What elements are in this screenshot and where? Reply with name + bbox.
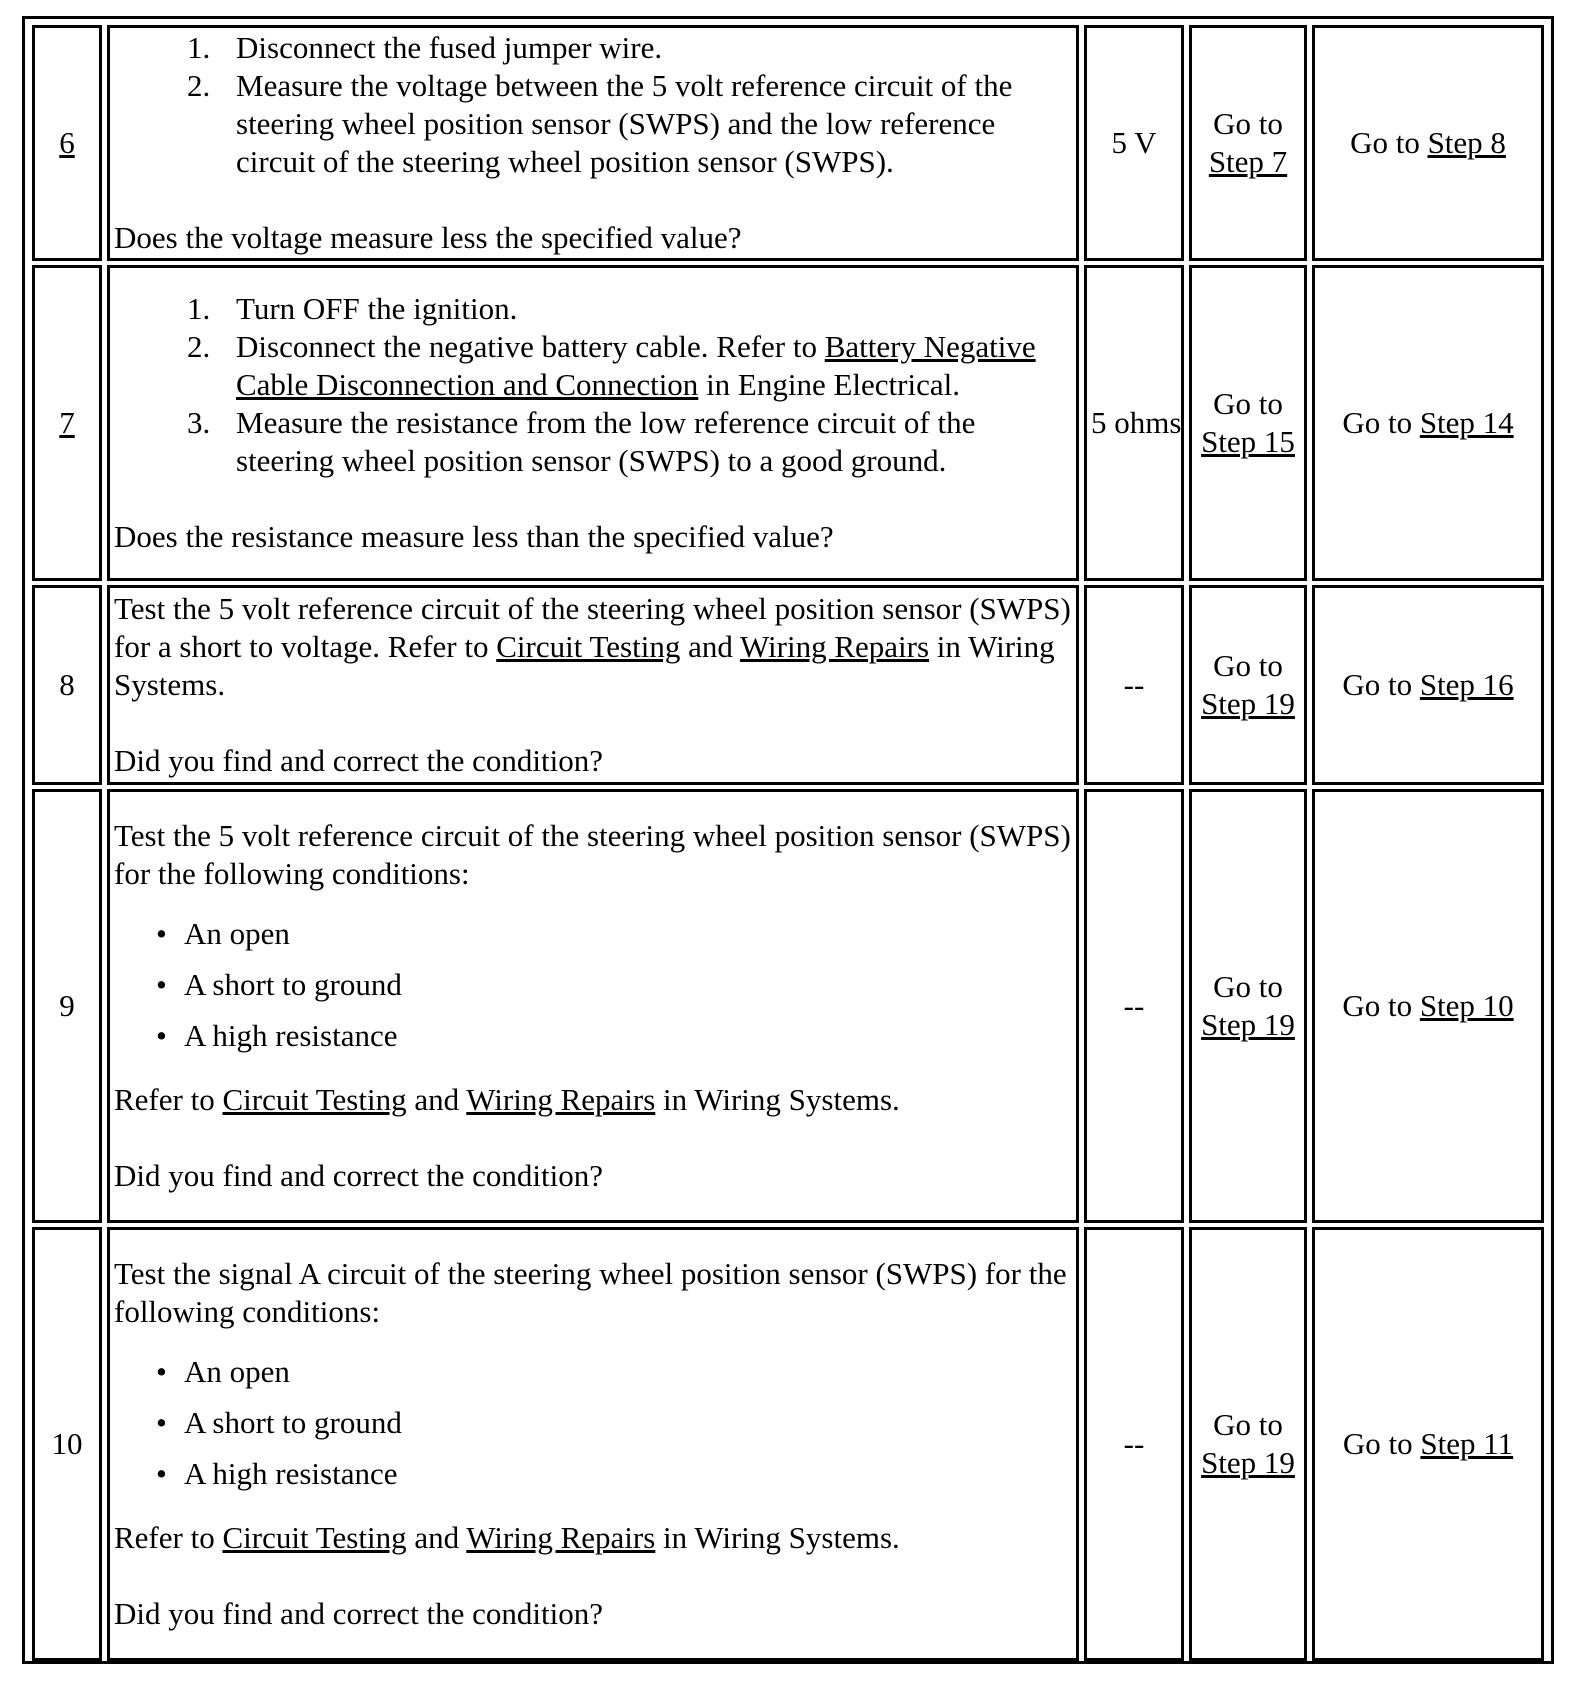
yes-cell: [1189, 265, 1307, 581]
yes-step-link[interactable]: Step 15: [1201, 424, 1295, 459]
refer-text: [114, 1081, 1072, 1119]
bullet-icon: •: [156, 1018, 167, 1053]
action-cell: [107, 265, 1079, 581]
step-row-6: [32, 25, 1544, 261]
action-item: 1. Disconnect the fused jumper wire.: [218, 29, 1072, 67]
no-prefix: Go to: [1350, 125, 1420, 160]
step-number-link[interactable]: 7: [59, 405, 75, 440]
action-item: 1. Turn OFF the ignition.: [218, 290, 1072, 328]
specified-value: --: [1123, 988, 1145, 1023]
no-step-link[interactable]: Step 11: [1420, 1426, 1514, 1461]
no-cell: [1312, 585, 1544, 785]
condition-text: An open: [184, 1354, 290, 1389]
step-instruction: Test the signal A circuit of the steering wheel position sensor (SWPS) for the following conditions:: [114, 1256, 1067, 1329]
condition-text: A high resistance: [184, 1456, 398, 1491]
numbered-actions: [114, 29, 1072, 181]
step-question: Did you find and correct the condition?: [114, 1158, 603, 1193]
step-instruction: [114, 590, 1072, 704]
step-row-8: [32, 585, 1544, 785]
refer-middle: and: [406, 1082, 467, 1117]
refer-prefix: Refer to: [114, 1082, 223, 1117]
yes-cell: [1189, 789, 1307, 1223]
no-cell: [1312, 1227, 1544, 1661]
instruction-text: and: [680, 629, 741, 664]
yes-prefix: Go to: [1213, 648, 1283, 683]
condition-text: A high resistance: [184, 1018, 398, 1053]
yes-step-link[interactable]: Step 7: [1208, 144, 1288, 179]
yes-step-link[interactable]: Step 19: [1201, 1445, 1295, 1480]
yes-prefix: Go to: [1213, 969, 1283, 1004]
step-number-cell: [32, 25, 102, 261]
no-prefix: Go to: [1342, 1426, 1413, 1461]
action-text: Disconnect the negative battery cable. Refer to: [236, 329, 825, 364]
specified-value: --: [1123, 1426, 1145, 1461]
instruction-text: Test the 5 volt reference circuit of the steering wheel position sensor (SWPS) for a short to voltage. Refer to: [114, 591, 1071, 664]
wiring-repairs-link[interactable]: Wiring Repairs: [466, 1520, 656, 1555]
value-cell: [1084, 25, 1184, 261]
step-number-cell: [32, 789, 102, 1223]
step-number: 10: [51, 1426, 83, 1461]
specified-value: 5 V: [1111, 125, 1157, 160]
circuit-testing-link[interactable]: Circuit Testing: [496, 629, 681, 664]
no-prefix: Go to: [1342, 667, 1413, 702]
refer-text: [114, 1519, 1072, 1557]
yes-cell: [1189, 25, 1307, 261]
step-number-link[interactable]: 6: [59, 125, 75, 160]
procedure-table-frame: [22, 16, 1554, 1664]
condition-item: [156, 915, 1072, 953]
bullet-icon: •: [156, 916, 167, 951]
step-question: Did you find and correct the condition?: [114, 1596, 603, 1631]
refer-middle: and: [406, 1520, 467, 1555]
action-item: [218, 328, 1072, 404]
wiring-repairs-link[interactable]: Wiring Repairs: [466, 1082, 656, 1117]
step-row-10: [32, 1227, 1544, 1661]
circuit-testing-link[interactable]: Circuit Testing: [222, 1520, 407, 1555]
bullet-icon: •: [156, 967, 167, 1002]
no-prefix: Go to: [1342, 988, 1413, 1023]
condition-item: [156, 1404, 1072, 1442]
bullet-icon: •: [156, 1405, 167, 1440]
refer-suffix: in Wiring Systems.: [655, 1082, 900, 1117]
no-cell: [1312, 25, 1544, 261]
no-prefix: Go to: [1342, 405, 1413, 440]
yes-step-link[interactable]: Step 19: [1201, 1007, 1295, 1042]
circuit-testing-link[interactable]: Circuit Testing: [222, 1082, 407, 1117]
no-step-link[interactable]: Step 16: [1419, 667, 1514, 702]
action-text: in Engine Electrical.: [698, 367, 960, 402]
refer-prefix: Refer to: [114, 1520, 223, 1555]
yes-step-link[interactable]: Step 19: [1201, 686, 1295, 721]
action-cell: [107, 789, 1079, 1223]
condition-list: [114, 1353, 1072, 1493]
specified-value: 5 ohms: [1091, 405, 1182, 440]
action-item: 2. Measure the voltage between the 5 volt reference circuit of the steering wheel position sensor (SWPS) and the low reference circuit of the steering wheel position sensor (SWPS).: [218, 67, 1072, 181]
instruction-text: in Wiring Systems.: [114, 629, 1055, 702]
numbered-actions: [114, 290, 1072, 480]
action-cell: [107, 25, 1079, 261]
battery-cable-link[interactable]: Battery Negative Cable Disconnection and Connection: [236, 329, 1036, 402]
step-number: 8: [59, 667, 75, 702]
step-number: 9: [59, 988, 75, 1023]
yes-cell: [1189, 1227, 1307, 1661]
yes-prefix: Go to: [1213, 386, 1283, 421]
step-question: Does the resistance measure less than the specified value?: [114, 519, 834, 554]
no-cell: [1312, 789, 1544, 1223]
step-row-9: [32, 789, 1544, 1223]
action-cell: [107, 1227, 1079, 1661]
value-cell: [1084, 585, 1184, 785]
value-cell: [1084, 1227, 1184, 1661]
value-cell: [1084, 265, 1184, 581]
bullet-icon: •: [156, 1456, 167, 1491]
no-cell: [1312, 265, 1544, 581]
step-number-cell: [32, 265, 102, 581]
condition-text: A short to ground: [184, 1405, 402, 1440]
step-number-cell: [32, 1227, 102, 1661]
action-item: 3. Measure the resistance from the low reference circuit of the steering wheel position sensor (SWPS) to a good ground.: [218, 404, 1072, 480]
specified-value: --: [1123, 667, 1145, 702]
action-cell: [107, 585, 1079, 785]
step-question: Did you find and correct the condition?: [114, 743, 603, 778]
yes-cell: [1189, 585, 1307, 785]
step-instruction: Test the 5 volt reference circuit of the steering wheel position sensor (SWPS) for the following conditions:: [114, 818, 1071, 891]
condition-list: [114, 915, 1072, 1055]
condition-item: [156, 966, 1072, 1004]
condition-item: [156, 1353, 1072, 1391]
condition-item: [156, 1455, 1072, 1493]
step-number-cell: [32, 585, 102, 785]
yes-prefix: Go to: [1213, 1407, 1283, 1442]
value-cell: [1084, 789, 1184, 1223]
no-step-link[interactable]: Step 8: [1427, 125, 1506, 160]
condition-text: An open: [184, 916, 290, 951]
refer-suffix: in Wiring Systems.: [655, 1520, 900, 1555]
yes-prefix: Go to: [1213, 106, 1283, 141]
condition-item: [156, 1017, 1072, 1055]
no-step-link[interactable]: Step 14: [1419, 405, 1514, 440]
wiring-repairs-link[interactable]: Wiring Repairs: [740, 629, 930, 664]
step-row-7: [32, 265, 1544, 581]
step-question: Does the voltage measure less the specified value?: [114, 220, 742, 255]
bullet-icon: •: [156, 1354, 167, 1389]
no-step-link[interactable]: Step 10: [1419, 988, 1514, 1023]
diagnostic-steps-table: [27, 21, 1549, 1665]
condition-text: A short to ground: [184, 967, 402, 1002]
